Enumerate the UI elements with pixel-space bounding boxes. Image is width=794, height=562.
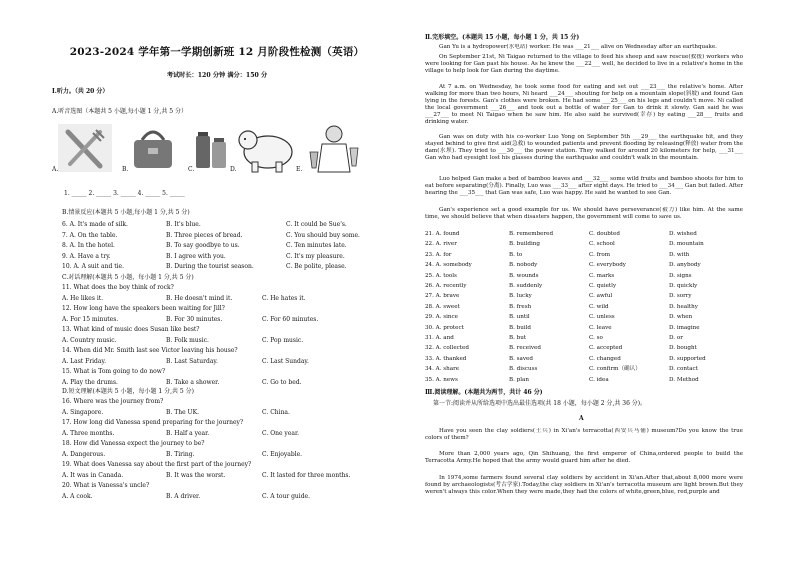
partD-title: D.短文理解(本题共 5 小题，每小题 1 分,共 5 分) (62, 388, 194, 395)
question: 18. How did Vanessa expect the journey to be? (62, 440, 205, 447)
option-a: A. He likes it. (62, 294, 104, 302)
option-b: B. He doesn't mind it. (166, 294, 233, 302)
option-b: B. I agree with you. (166, 252, 226, 260)
option-b: B. It's blue. (166, 221, 201, 228)
option-a: 6. A. It's made of silk. (62, 221, 128, 228)
option-a: 28. A. sweet (425, 303, 460, 310)
option-c: C. doubted (589, 231, 620, 237)
option-c: C. For 60 minutes. (262, 315, 319, 323)
picture-label: E. (296, 166, 303, 173)
option-b: B. Folk music. (166, 336, 209, 344)
option-a: 10. A. A suit and tie. (62, 263, 124, 270)
option-b: B. wounds (509, 272, 539, 279)
option-b: B. For 30 minutes. (166, 315, 223, 323)
question: 20. What is Vanessa's uncle? (62, 482, 150, 489)
option-a: 35. A. news (425, 376, 458, 383)
exam-info: 考试时长：120 分钟 满分：150 分 (166, 72, 268, 79)
option-d: D. supported (669, 355, 706, 362)
option-c: C. quietly (589, 283, 617, 289)
passage-paragraph: Gan was on duty with his co-worker Luo Yong on September 5th ___29___ the earthquake hit, and they stayed behind to give first aid(急救) to wounded patients and prevent flooding by releasing(释放) water from the dam(水坝). They tried to ___30___ the power station. They walked for around 20 kilometers for help, ___31___ Gan who had eyesight lost his glasses during the earthquake and couldn't walk in the mountain. (425, 134, 743, 162)
option-a: 33. A. thanked (425, 355, 467, 362)
option-b: B. received (509, 345, 541, 352)
option-a: A. Last Friday. (62, 357, 106, 365)
option-b: B. but (509, 335, 527, 341)
option-c: C. everybody (589, 262, 626, 269)
passage-paragraph: Luo helped Gan make a bed of bamboo leaves and ___32___ some wild fruits and bamboo shoots for him to eat before separating(分离). Finally, Luo was ___33___ after eight days. He tried to ___34___ Gan but failed. After hearing the ___35___ that Gan was safe, Luo was happy. He said he wanted to see Gan. (425, 176, 743, 197)
option-c: C. Last Sunday. (262, 357, 309, 365)
handbag-icon (124, 122, 182, 174)
option-c: C. It could be Sue's. (286, 221, 347, 228)
question: 17. How long did Vanessa spend preparing for the journey? (62, 419, 244, 426)
passage-paragraph: In 1974,some farmers found several clay soldiers by accident in Xi'an.After that,about 8,000 more were found by archaeologists(考古学家).Today,the clay soldiers in Xi'an's terracotta museum are light brown.But they weren't always this color.When they were made,they had the colors of white,green,blue, red,purple and (425, 475, 743, 496)
option-b: B. Half a year. (166, 429, 210, 437)
option-a: 26. A. recently (425, 283, 467, 289)
option-b: B. fresh (509, 303, 532, 310)
option-b: B. suddenly (509, 283, 543, 289)
option-c: C. unless (589, 314, 615, 321)
option-c: C. Enjoyable. (262, 450, 303, 458)
option-a: 8. A. In the hotel. (62, 242, 115, 249)
answer-blanks: 1. _____ 2. _____ 3. _____ 4. _____ 5. _____ (64, 190, 185, 197)
option-d: D. healthy (669, 303, 698, 310)
option-a: 34. A. share (425, 366, 460, 373)
option-b: B. until (509, 314, 530, 321)
passage-paragraph: At 7 a.m. on Wednesday, he took some food for eating and set out ___23___ the relative's home. After walking for more than two hours, Ni heard ___24___ shouting for help on a mountain slope(斜坡) and found Gan lying in the forests. Gan's clothes were broken. He had some ___25___ on his legs and couldn't move. Ni called the local government ___26___ and took out a bottle of water for Gan to drink it slowly. Gan said he was ___27___ to meet Ni Taigao when he saw him. He also said he survived(幸存) by eating ___28___ fruits and drinking water. (425, 84, 743, 126)
option-c: C. A tour guide. (262, 492, 311, 500)
jars-icon (192, 122, 232, 174)
option-b: B. plan (509, 376, 529, 383)
option-a: A. A cook. (62, 492, 93, 500)
option-a: A. Country music. (62, 336, 117, 344)
option-c: C. from (589, 251, 611, 258)
option-a: A. It was in Canada. (62, 471, 124, 479)
option-b: B. It was the worst. (166, 471, 226, 479)
option-d: D. quickly (669, 283, 698, 289)
option-b: B. build (509, 324, 532, 331)
option-b: B. remembered (509, 231, 554, 237)
option-a: 22. A. river (425, 241, 457, 248)
left-column (52, 0, 382, 562)
option-c: C. Pop music. (262, 336, 304, 344)
option-a: 32. A. collected (425, 345, 469, 352)
option-b: B. saved (509, 355, 533, 362)
option-c: C. changed (589, 355, 621, 362)
option-d: D. Method (669, 376, 699, 383)
option-a: 21. A. found (425, 231, 460, 237)
option-a: 29. A. since (425, 314, 458, 321)
option-b: B. Three pieces of bread. (166, 231, 243, 239)
option-a: 27. A. brave (425, 293, 460, 300)
picture-row (52, 122, 372, 178)
option-a: A. For 15 minutes. (62, 315, 119, 323)
option-b: B. lucky (509, 293, 532, 300)
option-b: B. To say goodbye to us. (166, 242, 240, 249)
passage-label: A (579, 415, 584, 422)
option-b: B. A driver. (166, 492, 201, 500)
option-b: B. discuss (509, 366, 538, 373)
listening-section-title: Ⅰ.听力。（共 20 分） (52, 88, 109, 95)
option-d: D. sorry (669, 293, 692, 300)
option-d: D. or (669, 335, 683, 341)
option-a: A. Play the drums. (62, 378, 118, 386)
partC-title: C.对话理解(本题共 5 小题，每小题 1 分,共 5 分) (62, 274, 194, 281)
scientist-icon (304, 122, 362, 174)
option-d: D. anybody (669, 262, 701, 269)
page-title: 2023-2024 学年第一学期创新班 12 月阶段性检测（英语） (69, 46, 365, 58)
reading-section-title: Ⅲ.阅读理解。(本题共为两节，共计 46 分) (425, 389, 543, 396)
passage-paragraph: Gan's experience set a good example for us. We should have perseverance(毅力) like him. At the same time, we should believe that when disasters happen, the government will come to save us. (425, 207, 743, 221)
option-b: B. During the tourist season. (166, 263, 254, 270)
option-d: D. when (669, 314, 693, 321)
option-c: C. Ten minutes late. (286, 242, 347, 249)
option-a: A. Singapore. (62, 408, 104, 416)
passage-paragraph: On September 21st, Ni Taigao returned to the village to feed his sheep and saw rescue(救援) workers who were looking for Gan past his house. As he knew the ___22___ well, he decided to live in a relative's home in the village to help look for Gan during the daytime. (425, 54, 743, 75)
question: 19. What does Vanessa say about the first part of the journey? (62, 461, 252, 468)
option-c: C. wild (589, 303, 609, 310)
option-c: C. Go to bed. (262, 378, 302, 386)
option-c: C. marks (589, 272, 615, 279)
option-c: C. It's my pleasure. (286, 252, 345, 260)
option-c: C. so (589, 335, 603, 341)
right-column (425, 0, 743, 562)
question: 15. What is Tom going to do now? (62, 368, 166, 375)
option-c: C. Be polite, please. (286, 263, 347, 270)
question: 16. Where was the journey from? (62, 398, 164, 405)
option-a: 23. A. for (425, 251, 452, 258)
option-c: C. You should buy some. (286, 231, 360, 239)
question: 12. How long have the speakers been waiting for Jill? (62, 305, 225, 312)
option-b: B. to (509, 251, 523, 258)
option-b: B. nobody (509, 262, 538, 269)
option-c: C. It lasted for three months. (262, 471, 351, 479)
option-d: D. wished (669, 231, 697, 237)
option-c: C. awful (589, 293, 613, 300)
option-b: B. Tiring. (166, 450, 195, 458)
question: 11. What does the boy think of rock? (62, 284, 174, 291)
question: 14. When did Mr. Smith last see Victor leaving his house? (62, 347, 238, 354)
option-a: 7. A. On the table. (62, 231, 118, 239)
option-c: C. school (589, 241, 615, 248)
polar-bear-icon (236, 122, 296, 174)
partB-title: B.情景反应(本题共 5 小题,每小题 1 分,共 5 分) (62, 209, 190, 216)
option-a: 30. A. protect (425, 324, 464, 331)
option-c: C. confirm（确认） (589, 366, 641, 373)
passage-paragraph: Have you seen the clay soldiers(士兵) in Xi'an's terracotta(西安兵马俑) museum?Do you know the true colors of them? (425, 428, 743, 442)
option-d: D. bought (669, 345, 697, 352)
option-c: C. China. (262, 408, 290, 416)
option-c: C. He hates it. (262, 294, 306, 302)
option-c: C. leave (589, 324, 612, 331)
option-a: 9. A. Have a try. (62, 252, 111, 260)
option-a: A. Three months. (62, 429, 115, 437)
picture-label: A. (52, 166, 59, 173)
option-d: D. with (669, 251, 690, 258)
reading-part1-title: 第一节:阅读并从所给选项中选出最佳选项(共 18 小题，每小题 2 分,共 36 分)。 (433, 400, 647, 407)
picture-label: C. (188, 166, 195, 173)
option-d: D. signs (669, 272, 692, 279)
option-b: B. The UK. (166, 408, 199, 416)
passage-paragraph: Gan Yu is a hydropower(水电站) worker. He was ___21___ alive on Wednesday after an earthquake. (439, 44, 717, 50)
option-b: B. building (509, 241, 540, 248)
option-d: D. mountain (669, 241, 704, 248)
question: 13. What kind of music does Susan like best? (62, 326, 200, 333)
picture-label: B. (122, 166, 129, 173)
option-d: D. imagine (669, 324, 700, 331)
partA-title: A.听音选图（本题共 5 小题,每小题 1 分,共 5 分） (52, 108, 187, 115)
option-a: A. Dangerous. (62, 450, 106, 458)
option-a: 25. A. tools (425, 272, 457, 279)
picture-label: D. (230, 166, 237, 173)
cloze-section-title: Ⅱ.完形填空。(本题共 15 小题，每小题 1 分，共 15 分) (425, 34, 580, 41)
option-b: B. Last Saturday. (166, 357, 218, 365)
fork-knife-icon (56, 122, 114, 174)
option-a: 24. A. somebody (425, 262, 472, 269)
passage-paragraph: More than 2,000 years ago, Qin Shihuang, the first emperor of China,ordered people to build the Terracotta Army.He hoped that the army would guard him after he died. (425, 451, 743, 465)
option-d: D. contact (669, 366, 698, 373)
option-c: C. accepted (589, 345, 623, 352)
option-c: C. idea (589, 376, 609, 383)
option-a: 31. A. and (425, 335, 454, 341)
option-c: C. One year. (262, 429, 300, 437)
option-b: B. Take a shower. (166, 378, 220, 386)
